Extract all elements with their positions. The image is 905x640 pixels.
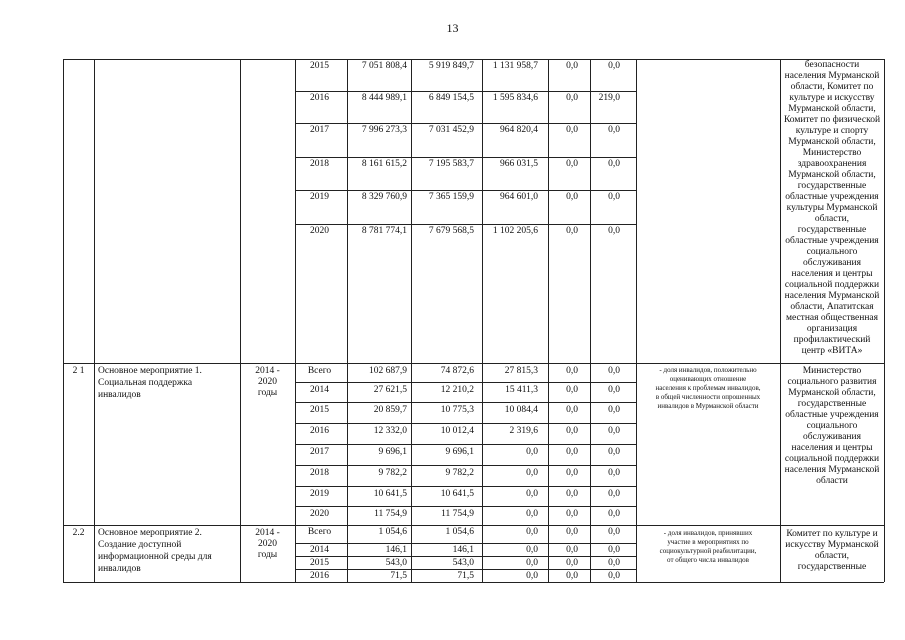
executor-line: искусству Мурманской: [785, 540, 879, 550]
funding-cell: 0,0: [566, 426, 578, 436]
funding-cell: 0,0: [566, 558, 578, 568]
period-text: 2020: [258, 539, 277, 549]
funding-cell: 1 054,6: [445, 527, 474, 537]
total-cell: 7 051 808,4: [361, 61, 407, 71]
executor-line: населения Мурманской: [784, 291, 880, 301]
funding-cell: 7 679 568,5: [428, 226, 474, 236]
executor-line: населения и центры: [791, 443, 873, 453]
funding-cell: 0,0: [526, 447, 538, 457]
funding-cell: 0,0: [566, 405, 578, 415]
year-cell: 2016: [310, 426, 329, 436]
executor-line: социального: [806, 421, 858, 431]
row-border: [295, 402, 636, 403]
executor-line: обслуживания: [803, 258, 861, 268]
total-cell: 9 782,2: [378, 468, 407, 478]
funding-cell: 10 641,5: [440, 489, 474, 499]
funding-cell: 0,0: [608, 489, 620, 499]
executor-line: профилактический: [793, 335, 871, 345]
column-border: [411, 59, 412, 582]
row-border: [295, 556, 636, 557]
year-cell: 2020: [310, 226, 329, 236]
executor-line: социального развития: [787, 377, 877, 387]
total-cell: 8 161 615,2: [361, 159, 407, 169]
executor-line: государственные: [797, 562, 867, 572]
funding-cell: 7 365 159,9: [428, 192, 474, 202]
item-title: инвалидов: [98, 564, 141, 574]
indicator-text: в общей численности опрошенных: [655, 393, 761, 401]
funding-cell: 15 411,3: [505, 385, 538, 395]
item-title: Основное мероприятие 1.: [98, 366, 202, 376]
executor-line: Мурманской области,: [788, 170, 876, 180]
executor-line: культуре и искусству: [789, 93, 875, 103]
funding-cell: 0,0: [566, 468, 578, 478]
funding-cell: 0,0: [608, 366, 620, 376]
funding-cell: 0,0: [566, 159, 578, 169]
executor-line: здравоохранения: [797, 159, 867, 169]
executor-line: обслуживания: [803, 432, 861, 442]
funding-cell: 9 696,1: [445, 447, 474, 457]
funding-cell: 0,0: [526, 527, 538, 537]
funding-cell: 1 131 958,7: [492, 61, 538, 71]
funding-cell: 10 775,3: [440, 405, 474, 415]
row-border: [295, 382, 636, 383]
row-border: [295, 91, 636, 92]
funding-cell: 0,0: [566, 385, 578, 395]
column-border: [548, 59, 549, 582]
executor-line: областные учреждения: [785, 192, 879, 202]
funding-cell: 964 820,4: [500, 125, 538, 135]
period-text: годы: [257, 550, 278, 560]
funding-cell: 1 102 205,6: [492, 226, 538, 236]
year-cell: 2014: [310, 545, 329, 555]
executor-line: Комитет по физической: [783, 115, 881, 125]
executor-line: Комитет по культуре и: [786, 529, 878, 539]
executor-line: государственные: [797, 399, 867, 409]
item-number: 2 1: [72, 366, 85, 376]
executor-line: населения и центры: [791, 269, 873, 279]
funding-cell: 966 031,5: [500, 159, 538, 169]
year-cell: 2017: [310, 447, 329, 457]
executor-line: области, Апатитская: [790, 302, 874, 312]
funding-cell: 146,1: [452, 545, 474, 555]
indicator-text: участие в мероприятиях по: [667, 538, 749, 546]
row-border: [295, 123, 636, 124]
funding-cell: 0,0: [608, 468, 620, 478]
funding-cell: 10 012,4: [440, 426, 474, 436]
funding-cell: 0,0: [566, 571, 578, 581]
item-number: 2.2: [72, 528, 85, 538]
year-cell: 2015: [310, 558, 329, 568]
total-cell: 20 859,7: [373, 405, 407, 415]
executor-line: Мурманской области,: [788, 388, 876, 398]
executor-line: социального: [806, 247, 858, 257]
executor-line: культуры Мурманской: [786, 203, 878, 213]
funding-cell: 71,5: [457, 571, 474, 581]
total-cell: 12 332,0: [373, 426, 407, 436]
funding-cell: 9 782,2: [445, 468, 474, 478]
executor-line: Мурманской области,: [788, 137, 876, 147]
column-border: [884, 59, 885, 582]
funding-cell: 0,0: [608, 545, 620, 555]
executor-line: безопасности: [804, 60, 860, 70]
executor-line: центр «ВИТА»: [801, 346, 863, 356]
period-text: 2020: [258, 377, 277, 387]
row-border: [295, 543, 636, 544]
item-title: Основное мероприятие 2.: [98, 528, 202, 538]
executor-line: социальной поддержки: [784, 280, 880, 290]
funding-cell: 0,0: [566, 61, 578, 71]
funding-cell: 27 815,3: [504, 366, 538, 376]
funding-cell: 74 872,6: [440, 366, 474, 376]
funding-cell: 1 595 834,6: [492, 93, 538, 103]
funding-cell: 0,0: [526, 509, 538, 519]
executor-line: областные учреждения: [785, 236, 879, 246]
funding-cell: 0,0: [566, 447, 578, 457]
total-cell: 10 641,5: [373, 489, 407, 499]
funding-cell: 0,0: [608, 61, 620, 71]
year-cell: 2014: [310, 385, 329, 395]
table-bottom-border: [63, 582, 884, 583]
funding-cell: 0,0: [566, 366, 578, 376]
funding-cell: 0,0: [608, 405, 620, 415]
period-text: 2014 -: [255, 366, 280, 376]
column-border: [590, 59, 591, 582]
total-cell: 8 329 760,9: [361, 192, 407, 202]
period-text: годы: [257, 388, 278, 398]
total-cell: 146,1: [385, 545, 407, 555]
row-border: [295, 444, 636, 445]
indicator-text: социокультурной реабилитации,: [659, 547, 757, 555]
year-cell: 2016: [310, 571, 329, 581]
item-title: Социальная поддержка: [98, 378, 193, 388]
funding-cell: 0,0: [526, 468, 538, 478]
indicator-text: - доля инвалидов, принявших: [663, 529, 753, 537]
executor-line: местная общественная: [786, 313, 878, 323]
year-cell: 2015: [310, 405, 329, 415]
executor-line: области, Комитет по: [790, 82, 874, 92]
year-cell: 2018: [310, 159, 329, 169]
executor-line: области,: [814, 551, 850, 561]
executor-line: государственные: [797, 181, 867, 191]
table-top-border: [63, 59, 884, 60]
year-cell: 2019: [310, 489, 329, 499]
funding-cell: 0,0: [608, 192, 620, 202]
column-border: [240, 59, 241, 582]
indicator-text: от общего числа инвалидов: [667, 556, 749, 564]
total-cell: 11 754,9: [374, 509, 407, 519]
funding-cell: 543,0: [452, 558, 474, 568]
total-cell: 8 444 989,1: [361, 93, 407, 103]
total-cell: 7 996 273,3: [361, 125, 407, 135]
funding-cell: 0,0: [608, 426, 620, 436]
row-border: [295, 465, 636, 466]
funding-cell: 0,0: [566, 527, 578, 537]
funding-cell: 0,0: [526, 545, 538, 555]
page-number: 13: [446, 21, 459, 35]
executor-line: областные учреждения: [785, 410, 879, 420]
item-title: информационной среды для: [98, 552, 212, 562]
funding-cell: 7 195 583,7: [428, 159, 474, 169]
funding-cell: 0,0: [608, 509, 620, 519]
total-cell: 543,0: [385, 558, 407, 568]
section-border: [63, 363, 884, 364]
total-cell: 27 621,5: [373, 385, 407, 395]
executor-line: культуре и спорту: [795, 126, 869, 136]
funding-cell: 2 319,6: [509, 426, 538, 436]
executor-line: области: [816, 476, 848, 486]
indicator-text: - доля инвалидов, положительно: [659, 366, 757, 374]
row-border: [295, 224, 636, 225]
item-title: инвалидов: [98, 390, 141, 400]
row-border: [295, 569, 636, 570]
executor-line: населения Мурманской: [784, 71, 880, 81]
funding-cell: 0,0: [608, 571, 620, 581]
funding-cell: 7 031 452,9: [428, 125, 474, 135]
year-cell: 2018: [310, 468, 329, 478]
executor-line: области,: [814, 214, 850, 224]
funding-cell: 964 601,0: [500, 192, 538, 202]
executor-line: Мурманской области,: [788, 104, 876, 114]
row-border: [295, 506, 636, 507]
funding-cell: 0,0: [608, 159, 620, 169]
total-cell: 9 696,1: [378, 447, 407, 457]
funding-cell: 0,0: [608, 226, 620, 236]
total-cell: 102 687,9: [369, 366, 407, 376]
row-border: [295, 157, 636, 158]
funding-cell: 11 754,9: [441, 509, 474, 519]
column-border: [94, 59, 95, 582]
year-cell: 2017: [310, 125, 329, 135]
indicator-text: населения к проблемам инвалидов,: [655, 384, 761, 392]
executor-line: социальной поддержки: [784, 454, 880, 464]
funding-cell: 0,0: [526, 489, 538, 499]
funding-cell: 0,0: [526, 558, 538, 568]
executor-line: государственные: [797, 225, 867, 235]
year-cell: 2016: [310, 93, 329, 103]
year-cell: 2015: [310, 61, 329, 71]
funding-cell: 10 084,4: [504, 405, 538, 415]
row-border: [295, 190, 636, 191]
funding-cell: 0,0: [608, 447, 620, 457]
funding-cell: 0,0: [526, 571, 538, 581]
section-border: [63, 525, 884, 526]
year-cell: 2020: [310, 509, 329, 519]
total-cell: 1 054,6: [378, 527, 407, 537]
total-cell: 71,5: [390, 571, 407, 581]
column-border: [636, 59, 637, 582]
executor-line: Министерство: [802, 148, 862, 158]
row-border: [295, 423, 636, 424]
funding-cell: 0,0: [566, 509, 578, 519]
funding-cell: 0,0: [608, 558, 620, 568]
period-text: 2014 -: [255, 528, 280, 538]
year-cell: 2019: [310, 192, 329, 202]
executor-line: Министерство: [802, 366, 862, 376]
column-border: [347, 59, 348, 582]
funding-cell: 6 849 154,5: [428, 93, 474, 103]
executor-line: организация: [806, 324, 858, 334]
funding-cell: 5 919 849,7: [428, 61, 474, 71]
funding-cell: 0,0: [566, 489, 578, 499]
funding-cell: 0,0: [566, 192, 578, 202]
funding-cell: 219,0: [598, 93, 620, 103]
item-title: Создание доступной: [98, 540, 182, 550]
indicator-text: оценивающих отношение: [669, 375, 747, 383]
funding-cell: 0,0: [566, 226, 578, 236]
funding-cell: 0,0: [608, 385, 620, 395]
funding-cell: 0,0: [608, 125, 620, 135]
column-border: [295, 59, 296, 582]
funding-cell: 0,0: [608, 527, 620, 537]
funding-cell: 0,0: [566, 125, 578, 135]
column-border: [63, 59, 64, 582]
column-border: [482, 59, 483, 582]
executor-line: населения Мурманской: [784, 465, 880, 475]
row-border: [295, 486, 636, 487]
total-cell: 8 781 774,1: [361, 226, 407, 236]
year-cell: Всего: [307, 527, 332, 537]
funding-cell: 0,0: [566, 93, 578, 103]
year-cell: Всего: [307, 366, 332, 376]
funding-cell: 12 210,2: [440, 385, 474, 395]
funding-cell: 0,0: [566, 545, 578, 555]
indicator-text: инвалидов в Мурманской области: [657, 402, 759, 410]
